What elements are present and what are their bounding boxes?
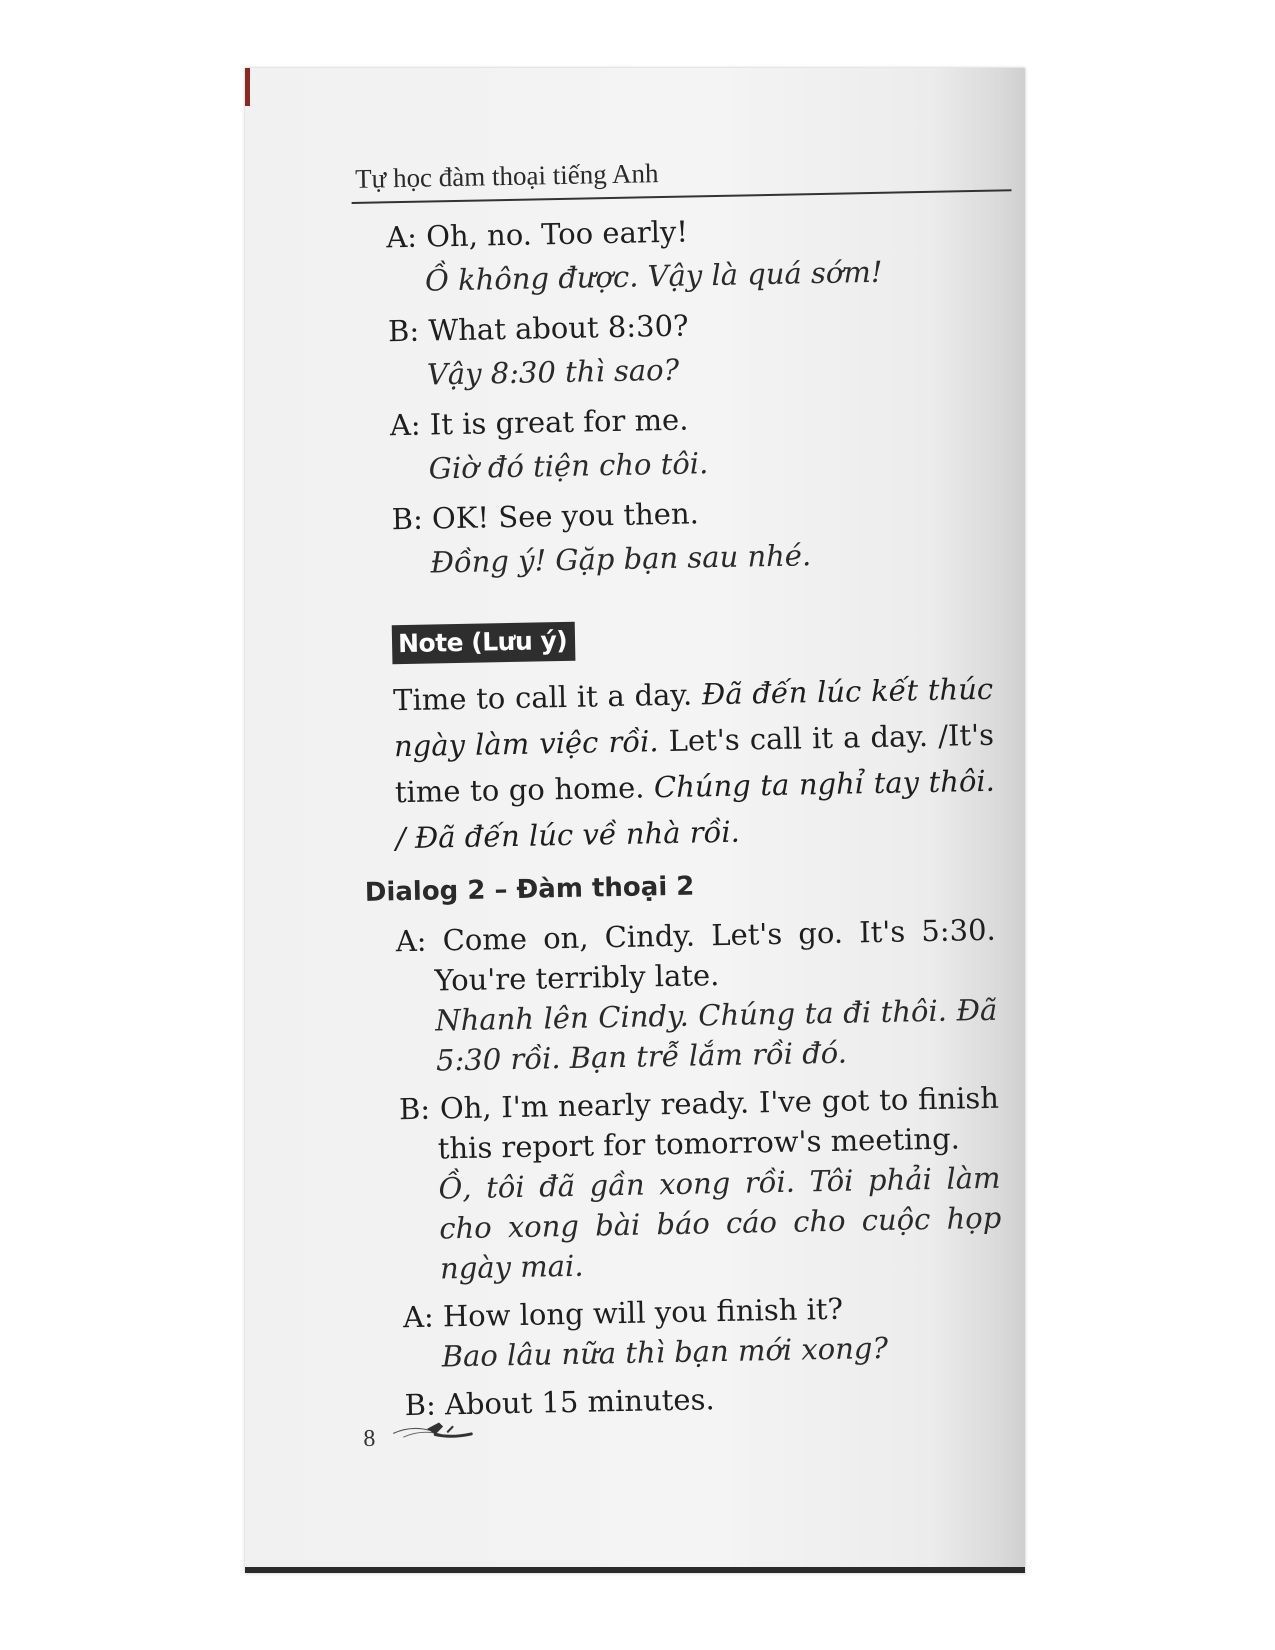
note-body — [393, 666, 996, 861]
dialog1-line-vi: Vậy 8:30 thì sao? — [426, 352, 680, 392]
dialog1-line-en: A: Oh, no. Too early! — [385, 214, 689, 255]
dialog1-line-vi: Ồ không được. Vậy là quá sớm! — [424, 254, 883, 298]
dialog2-item — [395, 910, 998, 1081]
book-page — [245, 68, 1025, 1573]
running-head: Tự học đàm thoại tiếng Anh — [354, 158, 659, 194]
note-label: Note (Lưu ý) — [392, 622, 576, 665]
pen-swoosh-ornament-icon — [391, 1414, 482, 1450]
dialog2-line-vi: Bao lâu nữa thì bạn mới xong? — [441, 1330, 889, 1374]
dialog2-line-en: B: About 15 minutes. — [404, 1382, 715, 1423]
dialog1-line-vi: Giờ đó tiện cho tôi. — [428, 446, 709, 486]
dialog2-line-en: A: Come on, Cindy. Let's go. It's 5:30. You're terribly late. — [395, 912, 997, 998]
dialog2-item — [399, 1078, 1003, 1289]
dialog1-line-en: B: What about 8:30? — [387, 308, 689, 349]
dialog1-line-en: A: It is great for me. — [389, 402, 689, 443]
dialog2-line-en: A: How long will you finish it? — [402, 1291, 844, 1335]
note-phrase-vi: Đã đến lúc kết thúc ngày làm việc rồi. — [393, 671, 994, 764]
dialog2-line-vi: Nhanh lên Cindy. Chúng ta đi thôi. Đã 5:30 rồi. Bạn trễ lắm rồi đó. — [434, 992, 998, 1078]
dialog2-block — [395, 910, 1005, 1433]
note-phrase-en: Let's call it a day. /It's time to go home. — [394, 717, 995, 810]
dialog2-line-vi: Ồ, tôi đã gần xong rồi. Tôi phải làm cho xong bài báo cáo cho cuộc họp ngày mai. — [438, 1160, 1002, 1286]
note-phrase-en: Time to call it a day. — [392, 677, 693, 718]
dialog2-item — [404, 1374, 1005, 1426]
dialog2-title: Dialog 2 – Đàm thoại 2 — [364, 871, 695, 908]
dialog1-block — [386, 204, 983, 585]
dialog2-line-en: B: Oh, I'm nearly ready. I've got to finish this report for tomorrow's meeting. — [398, 1080, 1000, 1166]
note-phrase-vi: Chúng ta nghỉ tay thôi. / Đã đến lúc về nhà rồi. — [395, 763, 996, 856]
dialog1-line-en: B: OK! See you then. — [391, 496, 700, 537]
dialog2-item — [403, 1286, 1004, 1378]
dialog1-line-vi: Đồng ý! Gặp bạn sau nhé. — [430, 538, 812, 580]
page-number: 8 — [363, 1425, 376, 1452]
page-content — [245, 68, 1025, 1573]
